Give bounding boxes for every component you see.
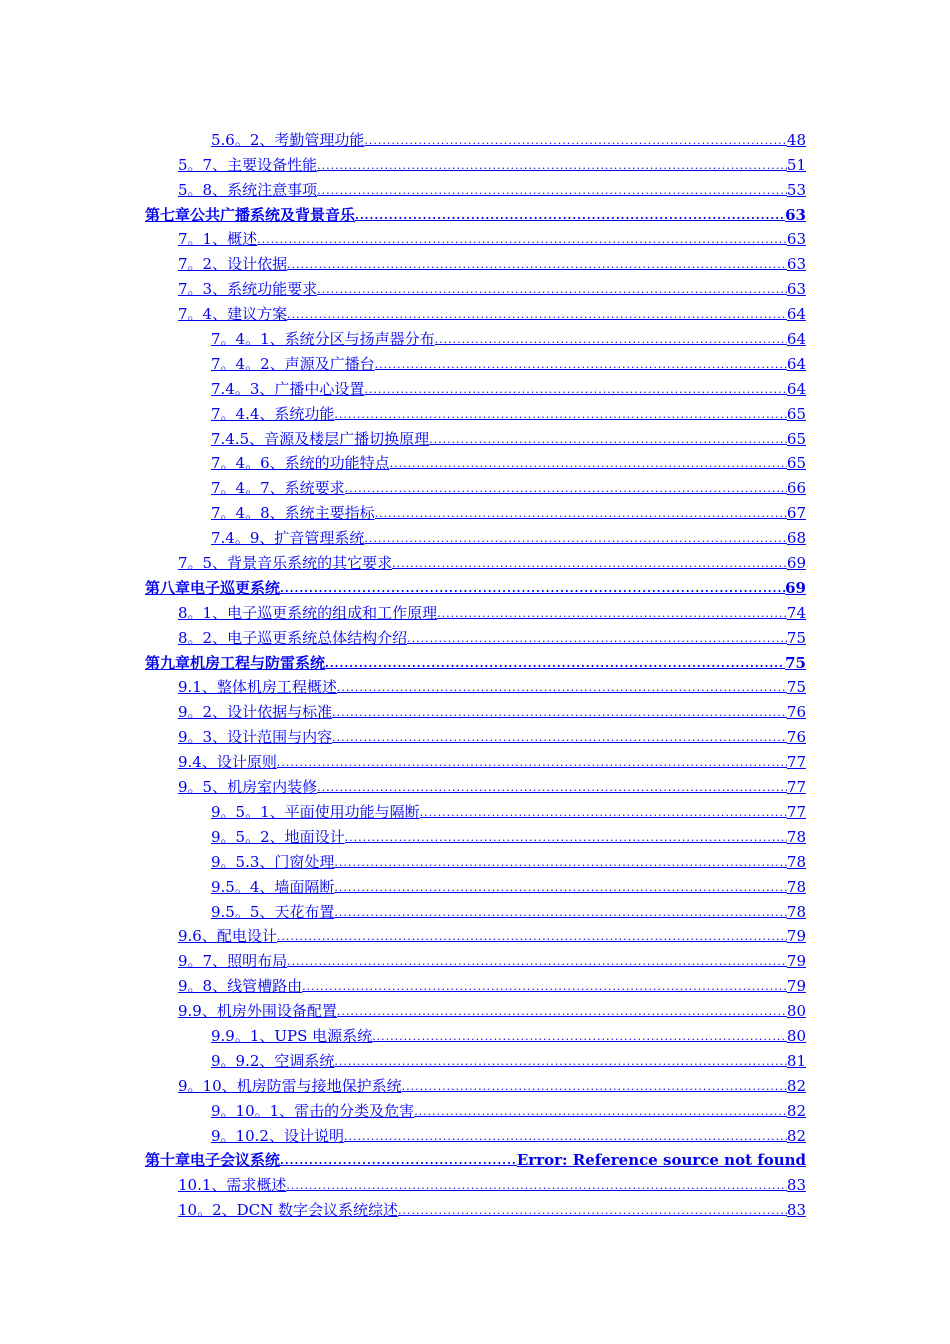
toc-entry-title: 8。1、电子巡更系统的组成和工作原理 — [178, 603, 438, 622]
toc-entry-link[interactable] — [145, 1122, 806, 1147]
toc-dot-leader — [407, 628, 787, 649]
toc-page-number: 63 — [786, 230, 806, 249]
toc-entry-link[interactable] — [145, 649, 806, 674]
toc-page-number: Error: Reference source not found — [516, 1151, 806, 1170]
toc-page-number: 75 — [786, 678, 806, 697]
toc-dot-leader — [277, 752, 787, 773]
toc-entry-title: 9.9。1、UPS 电源系统 — [211, 1026, 373, 1045]
toc-page-number: 74 — [786, 603, 806, 622]
toc-page-number: 79 — [786, 977, 806, 996]
toc-dot-leader — [392, 553, 787, 574]
toc-entry-title: 7。4.4、系统功能 — [211, 404, 335, 423]
toc-entry-title: 9。9.2、空调系统 — [211, 1051, 335, 1070]
toc-dot-leader — [344, 1126, 787, 1147]
toc-dot-leader — [332, 727, 787, 748]
toc-entry-link[interactable] — [145, 723, 806, 748]
toc-entry-link[interactable] — [145, 176, 806, 201]
toc-page-number: 63 — [786, 255, 806, 274]
toc-dot-leader — [334, 1051, 787, 1072]
toc-page-number: 82 — [786, 1101, 806, 1120]
toc-page-number: 65 — [786, 404, 806, 423]
toc-page-number: 64 — [786, 379, 806, 398]
toc-page-number: 82 — [786, 1076, 806, 1095]
toc-entry-link[interactable] — [145, 499, 806, 524]
toc-entry-link[interactable] — [145, 1072, 806, 1097]
toc-page-number: 77 — [786, 753, 806, 772]
toc-page-number: 80 — [786, 1026, 806, 1045]
toc-page-number: 51 — [786, 155, 806, 174]
toc-dot-leader — [280, 1150, 517, 1171]
toc-page-number: 68 — [786, 529, 806, 548]
toc-entry-link[interactable] — [145, 947, 806, 972]
toc-entry-title: 9。2、设计依据与标准 — [178, 703, 333, 722]
toc-entry-link[interactable] — [145, 1022, 806, 1047]
toc-dot-leader — [420, 802, 787, 823]
toc-page-number: 78 — [786, 827, 806, 846]
toc-entry-link[interactable] — [145, 624, 806, 649]
toc-entry-link[interactable] — [145, 1147, 806, 1172]
toc-page-number: 63 — [786, 280, 806, 299]
toc-entry-title: 7。4。6、系统的功能特点 — [211, 454, 390, 473]
toc-page-number: 65 — [786, 429, 806, 448]
toc-dot-leader — [317, 777, 787, 798]
toc-page-number: 75 — [786, 628, 806, 647]
toc-entry-title: 9。5。1、平面使用功能与隔断 — [211, 802, 420, 821]
toc-dot-leader — [317, 155, 787, 176]
toc-page-number: 77 — [786, 802, 806, 821]
toc-entry-link[interactable] — [145, 698, 806, 723]
toc-entry-link[interactable] — [145, 549, 806, 574]
toc-entry-title: 9。10.2、设计说明 — [211, 1126, 344, 1145]
toc-entry-link[interactable] — [145, 474, 806, 499]
toc-dot-leader — [375, 503, 787, 524]
toc-entry-link[interactable] — [145, 823, 806, 848]
toc-entry-link[interactable] — [145, 923, 806, 948]
toc-entry-title: 7。4。8、系统主要指标 — [211, 504, 375, 523]
toc-entry-link[interactable] — [145, 151, 806, 176]
toc-dot-leader — [334, 902, 787, 923]
toc-entry-title: 10.1、需求概述 — [178, 1176, 287, 1195]
toc-entry-title: 9。3、设计范围与内容 — [178, 728, 333, 747]
toc-entry-link[interactable] — [145, 748, 806, 773]
toc-entry-title: 第九章机房工程与防雷系统 — [145, 653, 326, 672]
toc-entry-title: 7。4。1、系统分区与扬声器分布 — [211, 330, 435, 349]
toc-page-number: 76 — [786, 728, 806, 747]
toc-dot-leader — [334, 404, 787, 425]
toc-page-number: 75 — [785, 653, 806, 672]
toc-dot-leader — [280, 578, 785, 599]
toc-entry-title: 9.6、配电设计 — [178, 927, 277, 946]
toc-dot-leader — [287, 951, 787, 972]
toc-entry-link[interactable] — [145, 350, 806, 375]
toc-dot-leader — [345, 478, 787, 499]
toc-dot-leader — [372, 1026, 787, 1047]
table-of-contents — [145, 126, 806, 1221]
toc-entry-title: 7。4、建议方案 — [178, 305, 288, 324]
toc-entry-title: 9.4、设计原则 — [178, 753, 277, 772]
toc-dot-leader — [390, 453, 787, 474]
toc-entry-title: 7。2、设计依据 — [178, 255, 288, 274]
toc-entry-title: 8。2、电子巡更系统总体结构介绍 — [178, 628, 408, 647]
toc-entry-title: 7.4。3、广播中心设置 — [211, 379, 365, 398]
toc-page-number: 77 — [786, 778, 806, 797]
toc-entry-title: 第七章公共广播系统及背景音乐 — [145, 205, 356, 224]
toc-entry-link[interactable] — [145, 1196, 806, 1221]
toc-entry-link[interactable] — [145, 773, 806, 798]
toc-entry-title: 7.4。9、扩音管理系统 — [211, 529, 365, 548]
toc-entry-title: 9。8、线管槽路由 — [178, 977, 303, 996]
toc-page-number: 81 — [786, 1051, 806, 1070]
toc-page-number: 79 — [786, 927, 806, 946]
toc-entry-link[interactable] — [145, 300, 806, 325]
toc-dot-leader — [364, 528, 787, 549]
toc-entry-title: 9.5。4、墙面隔断 — [211, 877, 335, 896]
toc-dot-leader — [302, 976, 787, 997]
toc-entry-link[interactable] — [145, 1047, 806, 1072]
toc-dot-leader — [429, 429, 787, 450]
toc-page-number: 78 — [786, 852, 806, 871]
toc-entry-title: 7。4。2、声源及广播台 — [211, 354, 375, 373]
toc-entry-link[interactable] — [145, 574, 806, 599]
toc-entry-title: 5.6。2、考勤管理功能 — [211, 130, 365, 149]
toc-page-number: 63 — [785, 205, 806, 224]
toc-entry-link[interactable] — [145, 798, 806, 823]
toc-page-number: 83 — [786, 1176, 806, 1195]
toc-dot-leader — [345, 827, 787, 848]
toc-dot-leader — [257, 229, 787, 250]
toc-entry-title: 7。5、背景音乐系统的其它要求 — [178, 554, 393, 573]
toc-dot-leader — [286, 1175, 787, 1196]
toc-dot-leader — [287, 254, 787, 275]
toc-dot-leader — [355, 205, 785, 226]
toc-dot-leader — [317, 279, 787, 300]
toc-entry-title: 9。5.3、门窗处理 — [211, 852, 335, 871]
toc-entry-title: 9.9、机房外围设备配置 — [178, 1002, 337, 1021]
toc-entry-link[interactable] — [145, 599, 806, 624]
toc-page-number: 64 — [786, 330, 806, 349]
toc-dot-leader — [364, 130, 787, 151]
toc-entry-link[interactable] — [145, 325, 806, 350]
toc-page-number: 48 — [786, 130, 806, 149]
toc-entry-link[interactable] — [145, 524, 806, 549]
toc-entry-link[interactable] — [145, 275, 806, 300]
toc-page-number: 69 — [786, 554, 806, 573]
toc-page-number: 53 — [786, 180, 806, 199]
toc-page-number: 69 — [785, 578, 806, 597]
toc-entry-title: 9。10。1、雷击的分类及危害 — [211, 1101, 415, 1120]
toc-entry-link[interactable] — [145, 375, 806, 400]
toc-entry-link[interactable] — [145, 873, 806, 898]
toc-page-number: 80 — [786, 1002, 806, 1021]
toc-page-number: 64 — [786, 354, 806, 373]
toc-entry-link[interactable] — [145, 898, 806, 923]
toc-page-number: 83 — [786, 1201, 806, 1220]
toc-entry-title: 9。7、照明布局 — [178, 952, 288, 971]
toc-entry-link[interactable] — [145, 674, 806, 699]
toc-entry-title: 10。2、DCN 数字会议系统综述 — [178, 1201, 399, 1220]
toc-entry-link[interactable] — [145, 425, 806, 450]
toc-page-number: 65 — [786, 454, 806, 473]
toc-dot-leader — [317, 180, 787, 201]
toc-dot-leader — [334, 877, 787, 898]
toc-entry-title: 7。1、概述 — [178, 230, 258, 249]
toc-dot-leader — [402, 1076, 787, 1097]
toc-dot-leader — [398, 1200, 787, 1221]
toc-page-number: 79 — [786, 952, 806, 971]
toc-entry-link[interactable] — [145, 1097, 806, 1122]
toc-dot-leader — [414, 1101, 787, 1122]
toc-dot-leader — [277, 926, 787, 947]
toc-entry-title: 7.4.5、音源及楼层广播切换原理 — [211, 429, 430, 448]
toc-entry-title: 7。3、系统功能要求 — [178, 280, 318, 299]
toc-entry-title: 第八章电子巡更系统 — [145, 578, 281, 597]
toc-dot-leader — [325, 653, 785, 674]
toc-dot-leader — [437, 603, 787, 624]
toc-entry-title: 9。5、机房室内装修 — [178, 778, 318, 797]
toc-entry-link[interactable] — [145, 450, 806, 475]
toc-page-number: 67 — [786, 504, 806, 523]
toc-dot-leader — [435, 329, 787, 350]
toc-dot-leader — [287, 304, 787, 325]
toc-entry-link[interactable] — [145, 848, 806, 873]
toc-entry-link[interactable] — [145, 126, 806, 151]
toc-entry-title: 9。5。2、地面设计 — [211, 827, 345, 846]
toc-page-number: 76 — [786, 703, 806, 722]
toc-entry-title: 9.1、整体机房工程概述 — [178, 678, 337, 697]
toc-entry-title: 5。7、主要设备性能 — [178, 155, 318, 174]
toc-entry-link[interactable] — [145, 1171, 806, 1196]
toc-page-number: 66 — [786, 479, 806, 498]
toc-entry-link[interactable] — [145, 997, 806, 1022]
toc-entry-title: 5。8、系统注意事项 — [178, 180, 318, 199]
toc-dot-leader — [334, 852, 787, 873]
toc-dot-leader — [364, 379, 787, 400]
toc-entry-title: 9.5。5、天花布置 — [211, 902, 335, 921]
toc-entry-link[interactable] — [145, 201, 806, 226]
toc-entry-link[interactable] — [145, 250, 806, 275]
toc-entry-link[interactable] — [145, 972, 806, 997]
toc-page-number: 78 — [786, 902, 806, 921]
toc-dot-leader — [375, 354, 787, 375]
toc-entry-title: 第十章电子会议系统 — [145, 1151, 281, 1170]
toc-entry-link[interactable] — [145, 226, 806, 251]
toc-dot-leader — [337, 677, 787, 698]
toc-page-number: 82 — [786, 1126, 806, 1145]
toc-entry-link[interactable] — [145, 400, 806, 425]
toc-page-number: 78 — [786, 877, 806, 896]
toc-entry-title: 9。10、机房防雷与接地保护系统 — [178, 1076, 402, 1095]
toc-page-number: 64 — [786, 305, 806, 324]
toc-dot-leader — [332, 702, 787, 723]
toc-dot-leader — [337, 1001, 787, 1022]
toc-entry-title: 7。4。7、系统要求 — [211, 479, 345, 498]
